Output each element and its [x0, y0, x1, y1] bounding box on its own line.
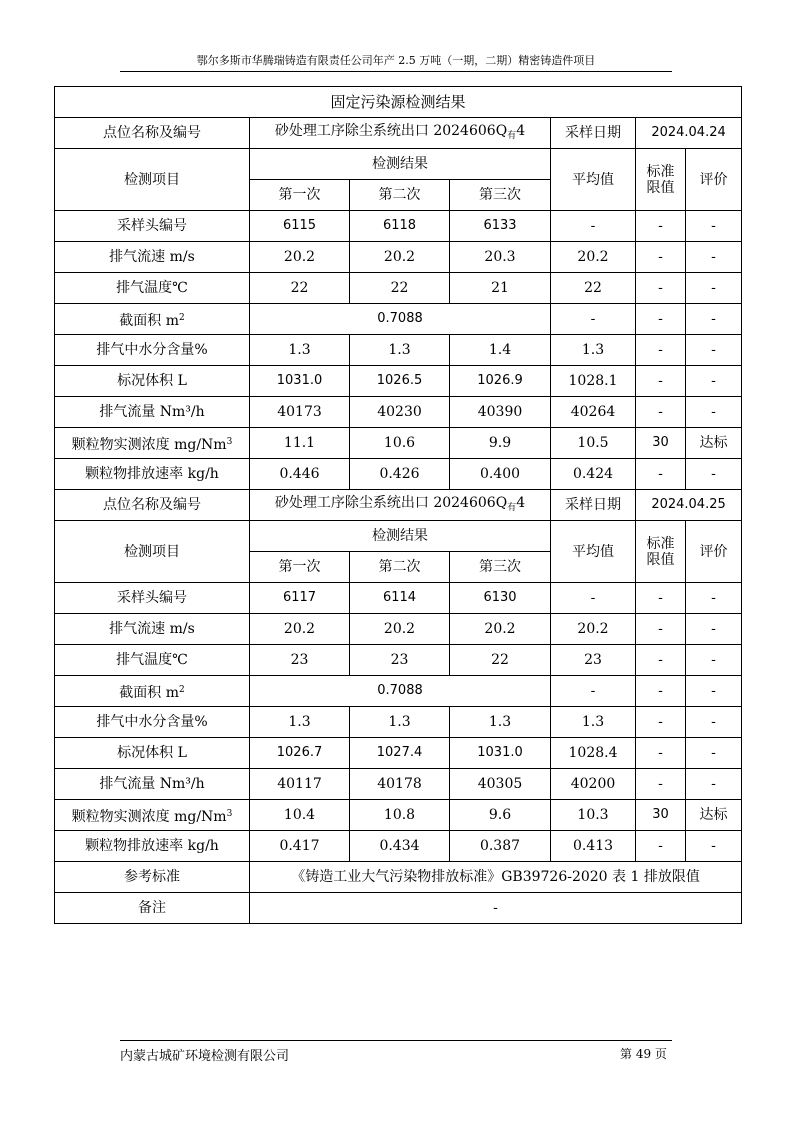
item-text: 颗粒物实测浓度 mg/Nm — [71, 808, 227, 825]
limit-header-line1: 标准 — [646, 535, 675, 552]
item-text: 排气中水分含量% — [96, 714, 208, 730]
average-header: 平均值 — [551, 521, 636, 583]
limit-cell: - — [636, 831, 686, 862]
item-cell — [55, 273, 250, 304]
value-cell: 6118 — [350, 211, 450, 242]
item-header: 检测项目 — [55, 149, 250, 211]
value-cell: 9.9 — [450, 428, 551, 459]
item-superscript: 2 — [179, 312, 185, 323]
footer-company: 内蒙古城矿环境检测有限公司 — [120, 1049, 290, 1064]
point-suffix: 4 — [516, 122, 526, 139]
item-text: 排气温度℃ — [116, 280, 188, 296]
limit-header-line2: 限值 — [646, 179, 675, 196]
average-cell: - — [551, 211, 636, 242]
table-row — [55, 335, 742, 366]
value-cell: 40390 — [450, 397, 551, 428]
evaluation-cell: - — [686, 738, 742, 769]
third-header: 第三次 — [450, 180, 551, 211]
item-cell — [55, 769, 250, 800]
average-header: 平均值 — [551, 149, 636, 211]
evaluation-cell: - — [686, 583, 742, 614]
remarks-label: 备注 — [55, 893, 250, 924]
table-row — [55, 831, 742, 862]
evaluation-cell: - — [686, 645, 742, 676]
average-cell: 40264 — [551, 397, 636, 428]
point-main: 砂处理工序除尘系统出口 2024606Q — [274, 494, 508, 511]
item-header: 检测项目 — [55, 521, 250, 583]
value-cell: 1026.9 — [450, 366, 551, 397]
evaluation-cell: - — [686, 304, 742, 335]
item-text: 颗粒物排放速率 kg/h — [85, 466, 219, 482]
item-text: 排气流速 m/s — [109, 621, 195, 637]
value-cell: 20.2 — [350, 242, 450, 273]
footer-rule — [120, 1040, 672, 1041]
average-cell: 1.3 — [551, 707, 636, 738]
value-cell: 9.6 — [450, 800, 551, 831]
value-cell: 40173 — [250, 397, 350, 428]
evaluation-cell: - — [686, 242, 742, 273]
item-superscript: 2 — [179, 684, 185, 695]
value-cell: 23 — [250, 645, 350, 676]
item-text: 截面积 m — [119, 684, 179, 701]
limit-header-line2: 限值 — [646, 551, 675, 568]
limit-cell: - — [636, 769, 686, 800]
value-cell: 6114 — [350, 583, 450, 614]
table-row — [55, 397, 742, 428]
value-cell: 0.387 — [450, 831, 551, 862]
point-value — [250, 490, 551, 521]
limit-cell: - — [636, 676, 686, 707]
average-cell: 0.413 — [551, 831, 636, 862]
merged-value-cell: 0.7088 — [250, 676, 551, 707]
merged-value-cell: 0.7088 — [250, 304, 551, 335]
point-label: 点位名称及编号 — [55, 490, 250, 521]
point-subscript: 有 — [507, 502, 517, 513]
table-row — [55, 645, 742, 676]
limit-cell: - — [636, 242, 686, 273]
evaluation-cell: - — [686, 707, 742, 738]
item-text: 标况体积 L — [117, 373, 187, 389]
table-row — [55, 366, 742, 397]
value-cell: 1.3 — [250, 707, 350, 738]
evaluation-cell: 达标 — [686, 428, 742, 459]
value-cell: 23 — [350, 645, 450, 676]
item-cell — [55, 831, 250, 862]
average-cell: - — [551, 583, 636, 614]
item-text: 颗粒物实测浓度 mg/Nm — [71, 436, 227, 453]
value-cell: 6130 — [450, 583, 551, 614]
item-text: 颗粒物排放速率 kg/h — [85, 838, 219, 854]
average-cell: 1.3 — [551, 335, 636, 366]
table-row — [55, 211, 742, 242]
value-cell: 6115 — [250, 211, 350, 242]
limit-cell: 30 — [636, 428, 686, 459]
value-cell: 0.400 — [450, 459, 551, 490]
value-cell: 1.3 — [450, 707, 551, 738]
evaluation-cell: - — [686, 459, 742, 490]
second-header: 第二次 — [350, 552, 450, 583]
table-title-row — [55, 87, 742, 118]
limit-cell: - — [636, 614, 686, 645]
evaluation-cell: - — [686, 366, 742, 397]
document-header-title: 鄂尔多斯市华腾瑞铸造有限责任公司年产 2.5 万吨（一期，二期）精密铸造件项目 — [196, 54, 596, 67]
evaluation-header: 评价 — [686, 521, 742, 583]
point-suffix: 4 — [516, 494, 526, 511]
footer-page-number: 第 49 页 — [620, 1047, 667, 1061]
value-cell: 40178 — [350, 769, 450, 800]
value-cell: 1031.0 — [450, 738, 551, 769]
item-cell — [55, 242, 250, 273]
value-cell: 0.417 — [250, 831, 350, 862]
evaluation-cell: 达标 — [686, 800, 742, 831]
results-header: 检测结果 — [250, 149, 551, 180]
average-cell: 10.3 — [551, 800, 636, 831]
value-cell: 10.8 — [350, 800, 450, 831]
evaluation-cell: - — [686, 831, 742, 862]
value-cell: 22 — [450, 645, 551, 676]
value-cell: 40305 — [450, 769, 551, 800]
table-row — [55, 676, 742, 707]
results-table — [54, 86, 742, 924]
third-header: 第三次 — [450, 552, 551, 583]
value-cell: 20.2 — [250, 614, 350, 645]
reference-value: 《铸造工业大气污染物排放标准》GB39726-2020 表 1 排放限值 — [250, 862, 742, 893]
evaluation-cell: - — [686, 614, 742, 645]
item-cell — [55, 459, 250, 490]
value-cell: 0.426 — [350, 459, 450, 490]
table-row — [55, 614, 742, 645]
value-cell: 20.2 — [450, 614, 551, 645]
value-cell: 20.2 — [250, 242, 350, 273]
value-cell: 1031.0 — [250, 366, 350, 397]
average-cell: 22 — [551, 273, 636, 304]
value-cell: 0.446 — [250, 459, 350, 490]
value-cell: 1.3 — [350, 335, 450, 366]
value-cell: 11.1 — [250, 428, 350, 459]
average-cell: - — [551, 304, 636, 335]
point-subscript: 有 — [507, 130, 517, 141]
limit-cell: - — [636, 366, 686, 397]
average-cell: 20.2 — [551, 242, 636, 273]
item-text: 排气流速 m/s — [109, 249, 195, 265]
item-cell — [55, 645, 250, 676]
point-label: 点位名称及编号 — [55, 118, 250, 149]
item-cell — [55, 800, 250, 831]
limit-cell: - — [636, 335, 686, 366]
results-header: 检测结果 — [250, 521, 551, 552]
value-cell: 22 — [250, 273, 350, 304]
table-row — [55, 273, 742, 304]
evaluation-cell: - — [686, 211, 742, 242]
second-header: 第二次 — [350, 180, 450, 211]
limit-cell: - — [636, 304, 686, 335]
item-superscript: 3 — [226, 808, 233, 819]
value-cell: 21 — [450, 273, 551, 304]
header-rule — [120, 71, 672, 72]
item-cell — [55, 707, 250, 738]
value-cell: 0.434 — [350, 831, 450, 862]
value-cell: 1026.5 — [350, 366, 450, 397]
limit-cell: - — [636, 707, 686, 738]
sample-date-value: 2024.04.25 — [636, 490, 742, 521]
value-cell: 1026.7 — [250, 738, 350, 769]
average-cell: 40200 — [551, 769, 636, 800]
limit-cell: - — [636, 583, 686, 614]
average-cell: 23 — [551, 645, 636, 676]
value-cell: 1027.4 — [350, 738, 450, 769]
first-header: 第一次 — [250, 180, 350, 211]
item-text: 采样头编号 — [117, 218, 187, 234]
item-cell — [55, 335, 250, 366]
evaluation-cell: - — [686, 335, 742, 366]
evaluation-cell: - — [686, 676, 742, 707]
point-row — [55, 490, 742, 521]
table-title: 固定污染源检测结果 — [55, 87, 742, 118]
limit-header — [636, 521, 686, 583]
limit-cell: - — [636, 211, 686, 242]
first-header: 第一次 — [250, 552, 350, 583]
limit-cell: - — [636, 459, 686, 490]
item-superscript: 3 — [226, 436, 233, 447]
item-text: 排气温度℃ — [116, 652, 188, 668]
column-header-row — [55, 149, 742, 180]
point-value — [250, 118, 551, 149]
item-cell — [55, 676, 250, 707]
item-text: 排气流量 Nm³/h — [99, 776, 205, 792]
table-row — [55, 459, 742, 490]
evaluation-cell: - — [686, 397, 742, 428]
table-row — [55, 800, 742, 831]
sample-date-label: 采样日期 — [551, 118, 636, 149]
average-cell: 0.424 — [551, 459, 636, 490]
average-cell: 1028.4 — [551, 738, 636, 769]
item-text: 采样头编号 — [117, 590, 187, 606]
average-cell: - — [551, 676, 636, 707]
remarks-value: - — [250, 893, 742, 924]
item-cell — [55, 738, 250, 769]
value-cell: 40230 — [350, 397, 450, 428]
table-row — [55, 707, 742, 738]
evaluation-header: 评价 — [686, 149, 742, 211]
item-text: 排气中水分含量% — [96, 342, 208, 358]
limit-cell: - — [636, 273, 686, 304]
value-cell: 10.6 — [350, 428, 450, 459]
item-text: 标况体积 L — [117, 745, 187, 761]
limit-header — [636, 149, 686, 211]
sample-date-label: 采样日期 — [551, 490, 636, 521]
limit-header-line1: 标准 — [646, 163, 675, 180]
item-cell — [55, 211, 250, 242]
value-cell: 6117 — [250, 583, 350, 614]
table-row — [55, 583, 742, 614]
value-cell: 40117 — [250, 769, 350, 800]
item-cell — [55, 366, 250, 397]
point-row — [55, 118, 742, 149]
average-cell: 20.2 — [551, 614, 636, 645]
column-header-row — [55, 521, 742, 552]
evaluation-cell: - — [686, 273, 742, 304]
reference-label: 参考标准 — [55, 862, 250, 893]
value-cell: 22 — [350, 273, 450, 304]
average-cell: 10.5 — [551, 428, 636, 459]
table-row — [55, 738, 742, 769]
limit-cell: 30 — [636, 800, 686, 831]
table-row — [55, 304, 742, 335]
evaluation-cell: - — [686, 769, 742, 800]
value-cell: 20.2 — [350, 614, 450, 645]
table-row — [55, 242, 742, 273]
limit-cell: - — [636, 645, 686, 676]
item-cell — [55, 614, 250, 645]
value-cell: 1.4 — [450, 335, 551, 366]
average-cell: 1028.1 — [551, 366, 636, 397]
item-cell — [55, 428, 250, 459]
limit-cell: - — [636, 397, 686, 428]
value-cell: 6133 — [450, 211, 551, 242]
value-cell: 1.3 — [250, 335, 350, 366]
item-cell — [55, 583, 250, 614]
table-row — [55, 428, 742, 459]
reference-row — [55, 862, 742, 893]
remarks-row — [55, 893, 742, 924]
item-cell — [55, 304, 250, 335]
item-text: 截面积 m — [119, 312, 179, 329]
point-main: 砂处理工序除尘系统出口 2024606Q — [274, 122, 508, 139]
value-cell: 20.3 — [450, 242, 551, 273]
table-row — [55, 769, 742, 800]
item-cell — [55, 397, 250, 428]
value-cell: 1.3 — [350, 707, 450, 738]
sample-date-value: 2024.04.24 — [636, 118, 742, 149]
limit-cell: - — [636, 738, 686, 769]
value-cell: 10.4 — [250, 800, 350, 831]
item-text: 排气流量 Nm³/h — [99, 404, 205, 420]
